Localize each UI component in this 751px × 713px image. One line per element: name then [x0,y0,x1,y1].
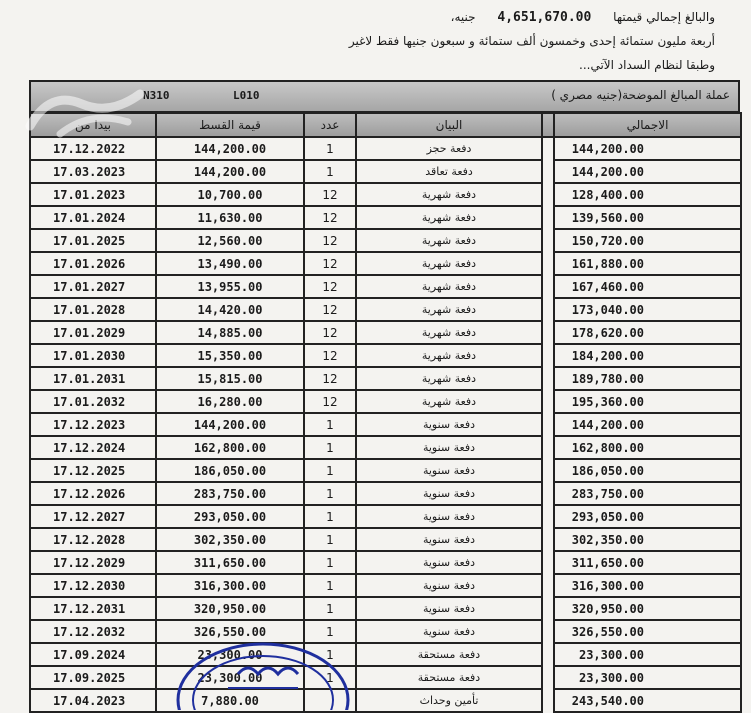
row-installment: 302,350.00 [156,528,304,551]
row-date: 17.01.2031 [30,367,156,390]
row-total: 144,200.00 [554,413,741,436]
unit-code: N310 [143,89,170,102]
row-count: 12 [304,252,356,275]
table-row [30,574,741,597]
row-total: 184,200.00 [554,344,741,367]
row-description: دفعة شهرية [356,229,542,252]
row-date: 17.12.2022 [30,137,156,160]
header-total: الاجمالي [554,113,741,137]
row-installment: 16,280.00 [156,390,304,413]
row-date: 17.12.2026 [30,482,156,505]
table-row [30,436,741,459]
row-date: 17.12.2027 [30,505,156,528]
row-total: 178,620.00 [554,321,741,344]
row-count: 1 [304,413,356,436]
table-row [30,459,741,482]
table-row [30,344,741,367]
table-row [30,367,741,390]
column-gap [542,275,554,298]
row-date: 17.01.2030 [30,344,156,367]
row-count: 12 [304,367,356,390]
column-gap [542,620,554,643]
row-installment: 11,630.00 [156,206,304,229]
row-count: 12 [304,321,356,344]
row-date: 17.01.2027 [30,275,156,298]
row-count: 1 [304,666,356,689]
row-date: 17.12.2030 [30,574,156,597]
row-total: 144,200.00 [554,160,741,183]
row-installment: 23,300.00 [156,643,304,666]
row-total: 139,560.00 [554,206,741,229]
payment-schedule [29,80,740,713]
row-count: 12 [304,275,356,298]
row-installment: 23,300.00 [156,666,304,689]
row-total: 189,780.00 [554,367,741,390]
row-count: 1 [304,528,356,551]
row-total: 283,750.00 [554,482,741,505]
company-seal [168,630,358,710]
row-date: 17.01.2029 [30,321,156,344]
table-row [30,413,741,436]
column-gap [542,252,554,275]
column-gap [542,643,554,666]
row-description: دفعة سنوية [356,436,542,459]
column-gap [542,160,554,183]
row-date: 17.04.2023 [30,689,156,712]
row-count: 12 [304,390,356,413]
row-total: 320,950.00 [554,597,741,620]
row-description: دفعة شهرية [356,252,542,275]
row-installment: 162,800.00 [156,436,304,459]
row-description: دفعة سنوية [356,574,542,597]
row-count: 1 [304,505,356,528]
column-gap [542,113,554,137]
table-row [30,528,741,551]
row-installment: 15,350.00 [156,344,304,367]
row-installment: 283,750.00 [156,482,304,505]
row-date: 17.01.2025 [30,229,156,252]
row-installment: 144,200.00 [156,137,304,160]
intro-total-currency: جنيه، [450,10,476,24]
column-gap [542,367,554,390]
row-total: 128,400.00 [554,183,741,206]
column-gap [542,459,554,482]
row-count: 12 [304,206,356,229]
row-date: 17.01.2026 [30,252,156,275]
row-installment: 13,490.00 [156,252,304,275]
row-total: 293,050.00 [554,505,741,528]
row-installment: 10,700.00 [156,183,304,206]
table-row [30,137,741,160]
row-count: 1 [304,597,356,620]
table-row [30,551,741,574]
row-description: دفعة سنوية [356,482,542,505]
column-gap [542,344,554,367]
row-installment: 320,950.00 [156,597,304,620]
row-description: دفعة شهرية [356,298,542,321]
row-installment: 326,550.00 [156,620,304,643]
intro-payment-system: وطبقا لنظام السداد الآتي... [579,58,715,72]
row-date: 17.12.2025 [30,459,156,482]
column-gap [542,574,554,597]
row-installment: 311,650.00 [156,551,304,574]
column-gap [542,413,554,436]
row-count: 1 [304,574,356,597]
row-installment: 144,200.00 [156,413,304,436]
table-row [30,666,741,689]
row-date: 17.12.2024 [30,436,156,459]
intro-total-label: والبالغ إجمالي قيمتها [613,10,715,24]
row-count: 1 [304,160,356,183]
header-installment: قيمة القسط [156,113,304,137]
row-description: دفعة سنوية [356,597,542,620]
row-installment: 14,885.00 [156,321,304,344]
row-description: دفعة شهرية [356,321,542,344]
table-row [30,689,741,712]
header-date: بيدا من [30,113,156,137]
table-row [30,160,741,183]
row-installment: 293,050.00 [156,505,304,528]
row-total: 302,350.00 [554,528,741,551]
row-count: 1 [304,620,356,643]
row-total: 150,720.00 [554,229,741,252]
header-description: البيان [356,113,542,137]
row-total: 167,460.00 [554,275,741,298]
column-gap [542,206,554,229]
row-installment: 316,300.00 [156,574,304,597]
intro-total-line [451,10,715,25]
column-gap [542,390,554,413]
column-gap [542,436,554,459]
table-row [30,597,741,620]
intro-amount-in-words: أربعة مليون ستمائة إحدى وخمسون ألف ستمائة و سبعون جنيها فقط لاغير [348,34,715,48]
row-total: 195,360.00 [554,390,741,413]
row-description: تأمين وحداث [356,689,542,712]
column-gap [542,689,554,712]
column-gap [542,321,554,344]
header-count: عدد [304,113,356,137]
row-installment: 15,815.00 [156,367,304,390]
row-count: 1 [304,643,356,666]
row-description: دفعة شهرية [356,183,542,206]
row-total: 311,650.00 [554,551,741,574]
row-count: 1 [304,436,356,459]
column-gap [542,597,554,620]
currency-banner-title: عملة المبالغ الموضحة(جنيه مصري ) [551,88,730,102]
watermark-logo [20,84,170,140]
row-description: دفعة مستحقة [356,666,542,689]
row-description: دفعة سنوية [356,459,542,482]
column-gap [542,183,554,206]
row-description: دفعة مستحقة [356,643,542,666]
row-total: 162,800.00 [554,436,741,459]
row-description: دفعة سنوية [356,620,542,643]
row-description: دفعة شهرية [356,367,542,390]
row-date: 17.12.2029 [30,551,156,574]
row-description: دفعة سنوية [356,551,542,574]
column-gap [542,137,554,160]
table-row [30,321,741,344]
row-count: 1 [304,482,356,505]
block-code: L010 [233,89,260,102]
intro-total-amount: 4,651,670.00 [497,10,592,25]
row-date: 17.01.2028 [30,298,156,321]
column-gap [542,551,554,574]
row-date: 17.12.2028 [30,528,156,551]
row-total: 23,300.00 [554,666,741,689]
row-description: دفعة شهرية [356,275,542,298]
row-date: 17.03.2023 [30,160,156,183]
row-description: دفعة سنوية [356,528,542,551]
row-count: 1 [304,459,356,482]
table-row [30,643,741,666]
row-total: 144,200.00 [554,137,741,160]
column-gap [542,229,554,252]
row-date: 17.01.2024 [30,206,156,229]
row-installment: 186,050.00 [156,459,304,482]
row-total: 243,540.00 [554,689,741,712]
row-total: 173,040.00 [554,298,741,321]
table-body [30,137,741,712]
row-date: 17.01.2023 [30,183,156,206]
row-date: 17.12.2031 [30,597,156,620]
schedule-table [29,112,742,713]
row-count: 12 [304,183,356,206]
table-row [30,298,741,321]
table-row [30,275,741,298]
row-count: 1 [304,551,356,574]
row-count: 1 [304,137,356,160]
table-row [30,620,741,643]
row-count: 12 [304,344,356,367]
table-row [30,252,741,275]
row-total: 326,550.00 [554,620,741,643]
row-description: دفعة شهرية [356,390,542,413]
row-count: 12 [304,298,356,321]
row-description: دفعة تعاقد [356,160,542,183]
row-date: 17.12.2023 [30,413,156,436]
column-gap [542,482,554,505]
row-date: 17.09.2025 [30,666,156,689]
row-installment: 13,955.00 [156,275,304,298]
row-count: 12 [304,229,356,252]
table-row [30,206,741,229]
table-row [30,183,741,206]
row-description: دفعة شهرية [356,206,542,229]
column-gap [542,528,554,551]
row-description: دفعة حجز [356,137,542,160]
column-gap [542,666,554,689]
column-gap [542,298,554,321]
row-installment: 144,200.00 [156,160,304,183]
row-total: 186,050.00 [554,459,741,482]
row-description: دفعة سنوية [356,413,542,436]
row-date: 17.01.2032 [30,390,156,413]
table-row [30,390,741,413]
table-row [30,505,741,528]
row-description: دفعة سنوية [356,505,542,528]
table-row [30,229,741,252]
row-date: 17.12.2032 [30,620,156,643]
row-installment: 14,420.00 [156,298,304,321]
row-installment: 12,560.00 [156,229,304,252]
table-row [30,482,741,505]
row-installment: 7,880.00 [156,689,304,712]
row-total: 23,300.00 [554,643,741,666]
row-description: دفعة شهرية [356,344,542,367]
row-total: 161,880.00 [554,252,741,275]
row-total: 316,300.00 [554,574,741,597]
row-date: 17.09.2024 [30,643,156,666]
column-gap [542,505,554,528]
